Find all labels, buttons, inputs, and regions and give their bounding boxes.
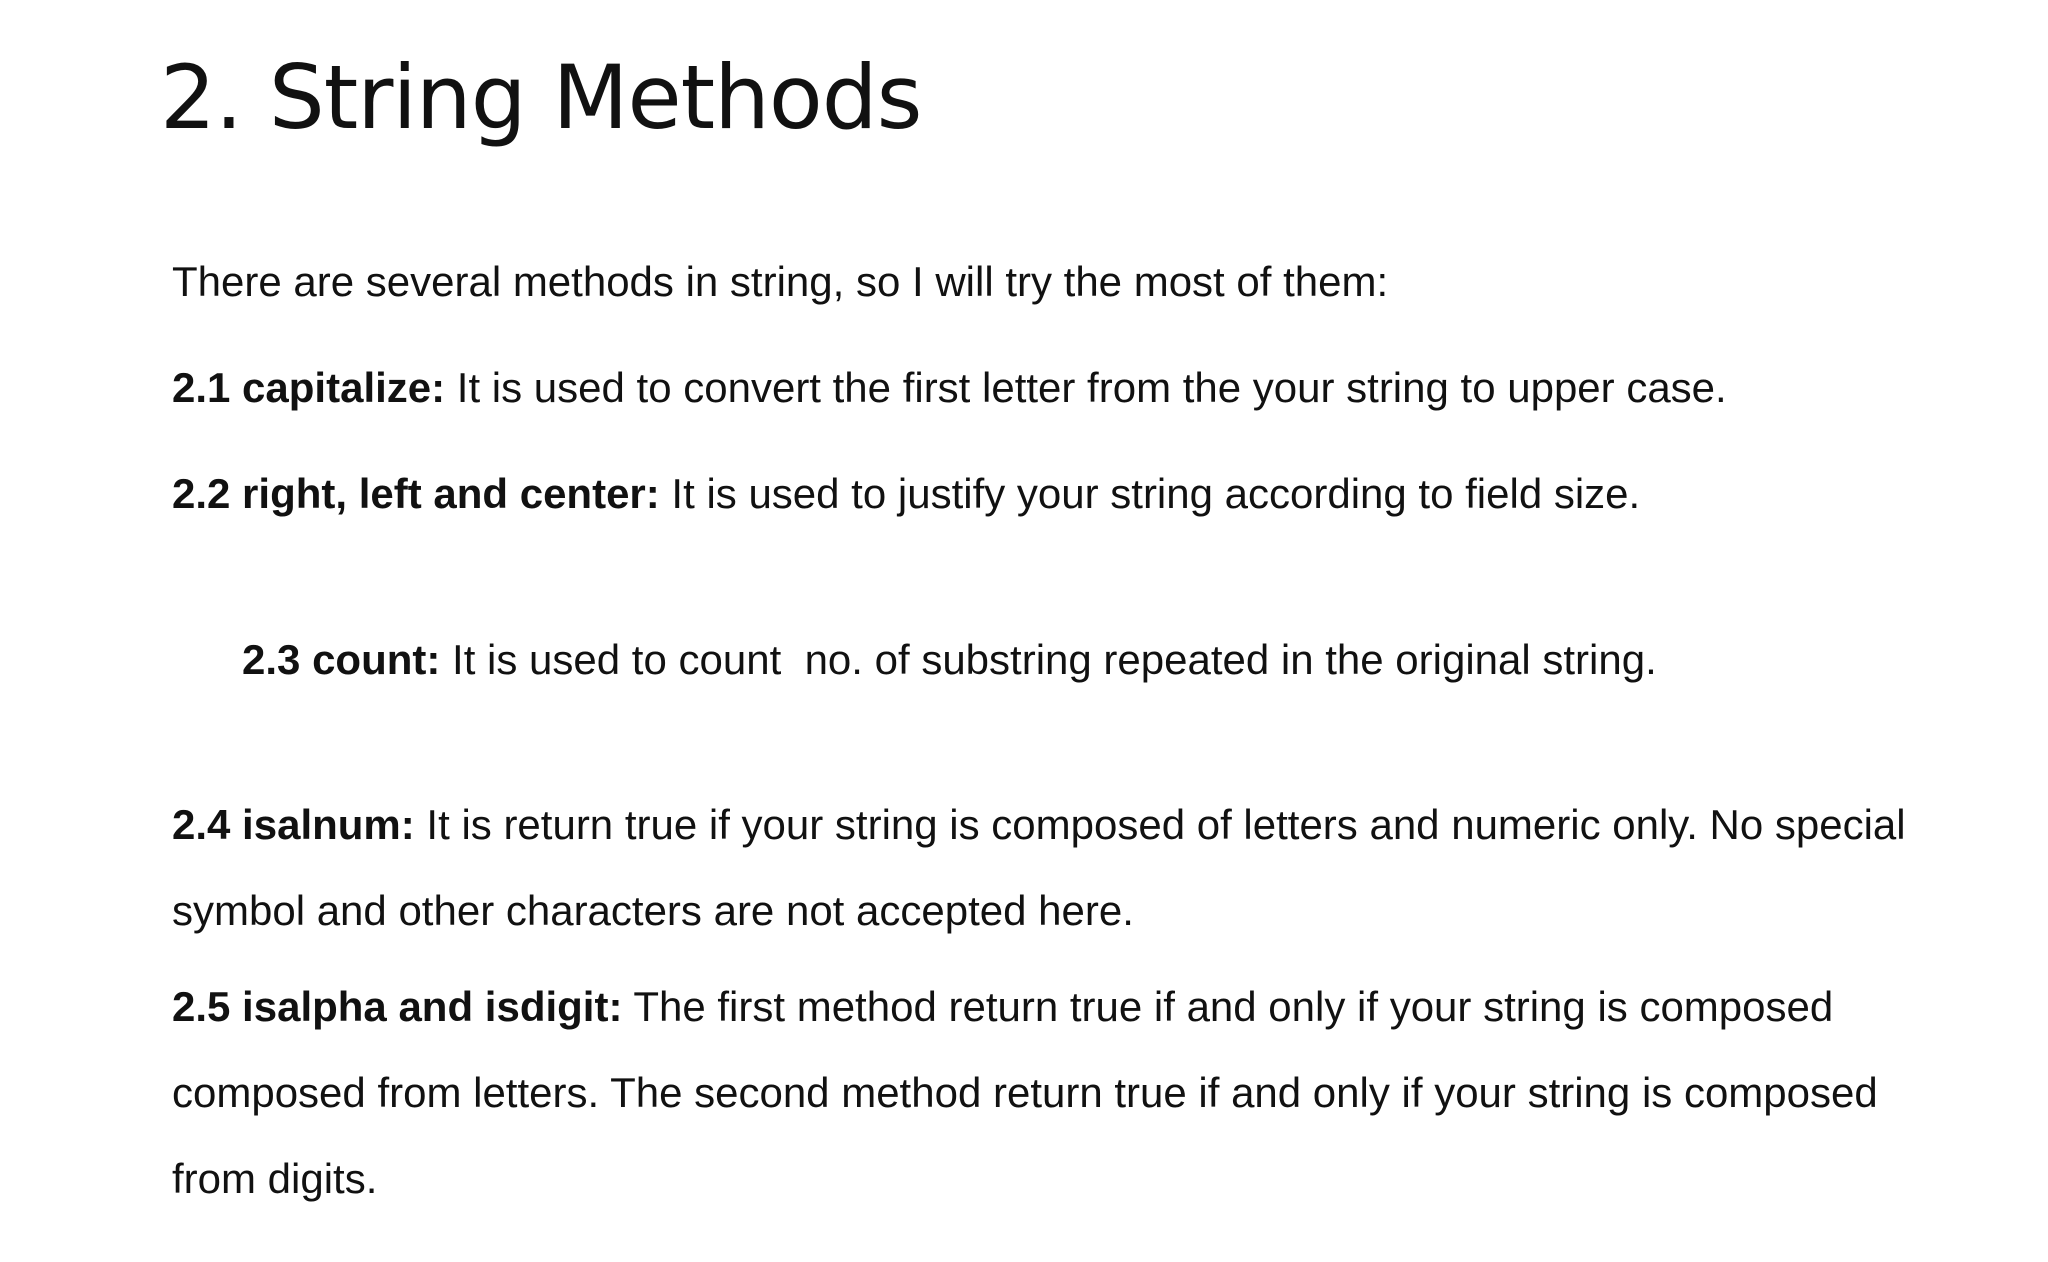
method-term: 2.4 isalnum: — [172, 801, 415, 848]
slide-title: 2. String Methods — [160, 46, 922, 149]
method-term: 2.5 isalpha and isdigit: — [172, 983, 623, 1030]
method-term: 2.2 right, left and center: — [172, 470, 660, 517]
method-item-capitalize — [172, 358, 1932, 418]
slide-body — [172, 252, 1932, 1262]
method-description: It is used to count no. of substring repeated in the original string. — [440, 636, 1657, 683]
method-description: The first method return true if and only if your string is composed composed from letters. The second method return true if and only if your string is composed from digits. — [172, 983, 1878, 1202]
method-item-justify — [172, 464, 1932, 524]
method-item-isalnum — [172, 782, 1932, 954]
method-description: It is used to justify your string according to field size. — [659, 470, 1641, 517]
method-term: 2.1 capitalize: — [172, 364, 446, 411]
method-description: It is return true if your string is composed of letters and numeric only. No special symbol and other characters are not accepted here. — [172, 801, 1906, 934]
method-item-isalpha-isdigit — [172, 964, 1932, 1222]
method-item-count — [172, 570, 1932, 750]
method-term: 2.3 count: — [242, 636, 441, 683]
intro-paragraph: There are several methods in string, so I will try the most of them: — [172, 258, 1389, 305]
method-description: It is used to convert the first letter from the your string to upper case. — [445, 364, 1727, 411]
